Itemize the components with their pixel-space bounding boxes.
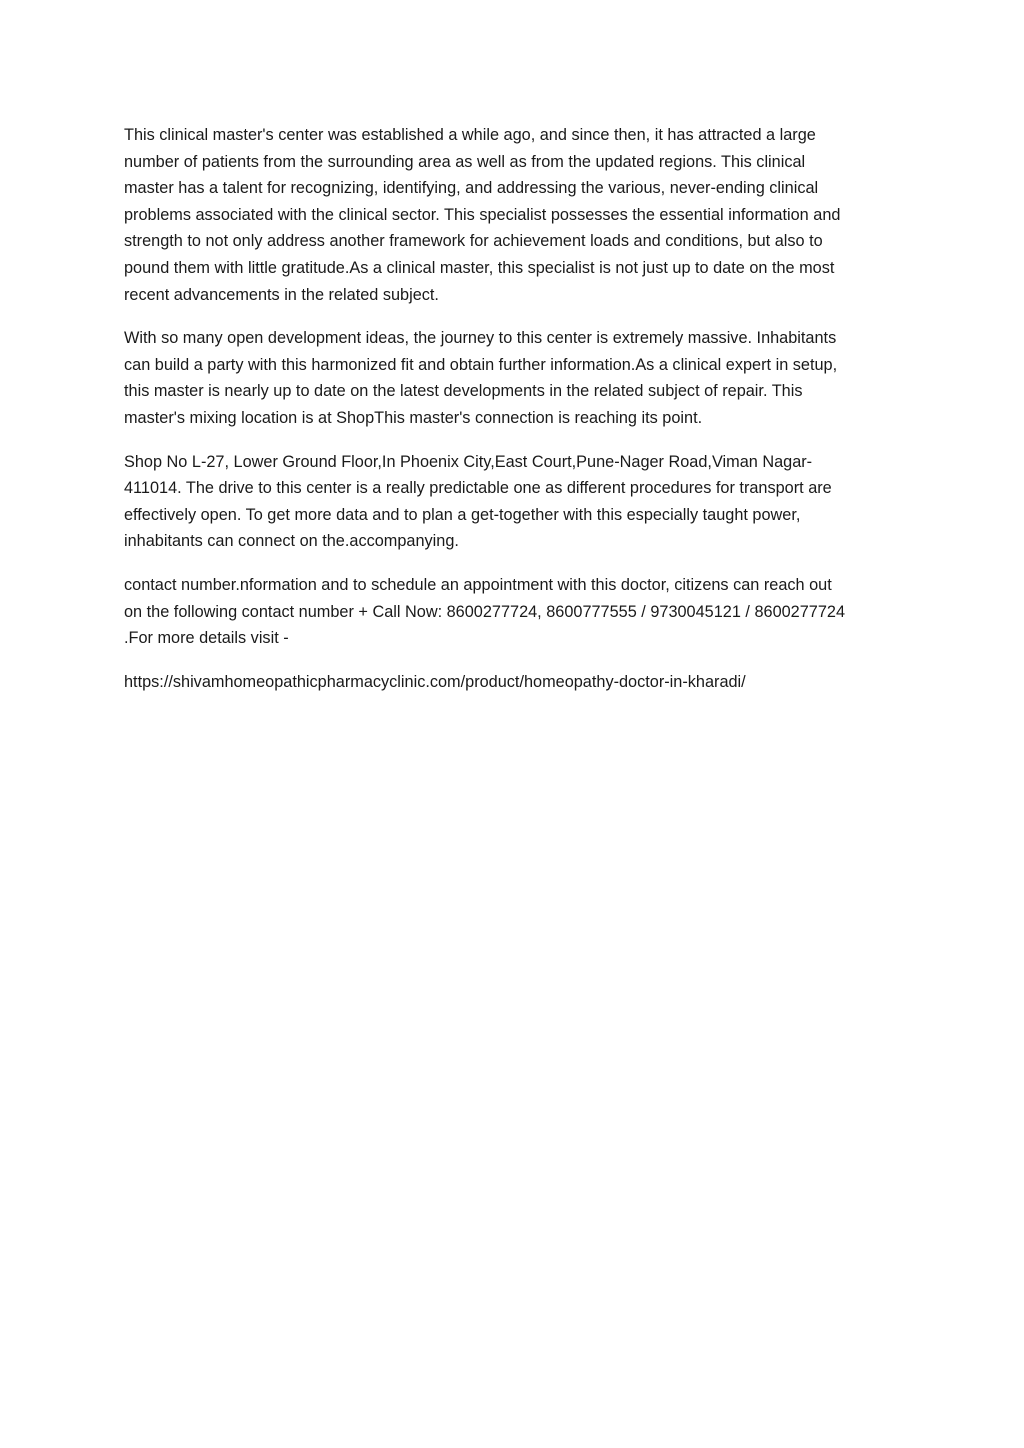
text-line: master's mixing location is at ShopThis master's connection is reaching its point. [124, 408, 703, 427]
text-line: strength to not only address another framework for achievement loads and conditions, but also to [124, 232, 823, 251]
text-line: Shop No L-27, Lower Ground Floor,In Phoenix City,East Court,Pune-Nager Road,Viman Nagar- [124, 452, 813, 471]
text-line: With so many open development ideas, the journey to this center is extremely massive. Inhabitants [124, 329, 837, 348]
text-line: master has a talent for recognizing, identifying, and addressing the various, never-ending clinical [124, 179, 819, 198]
text-line: inhabitants can connect on the.accompanying. [124, 532, 459, 551]
text-line: .For more details visit - [124, 629, 289, 648]
text-line: contact number.nformation and to schedule an appointment with this doctor, citizens can reach out [124, 575, 832, 594]
paragraph-journey [124, 325, 906, 431]
text-line: on the following contact number + Call Now: 8600277724, 8600777555 / 9730045121 / 8600277724 [124, 602, 846, 621]
text-line: 411014. The drive to this center is a really predictable one as different procedures for transport are [124, 479, 832, 498]
text-line: recent advancements in the related subject. [124, 285, 439, 304]
text-line: This clinical master's center was established a while ago, and since then, it has attracted a large [124, 126, 816, 144]
text-line: problems associated with the clinical sector. This specialist possesses the essential information and [124, 205, 841, 224]
document-body [124, 122, 906, 712]
paragraph-clinic-history [124, 122, 906, 308]
text-line: effectively open. To get more data and to plan a get-together with this especially taught power, [124, 505, 801, 524]
text-line: pound them with little gratitude.As a clinical master, this specialist is not just up to date on the most [124, 258, 835, 277]
website-url: https://shivamhomeopathicpharmacyclinic.com/product/homeopathy-doctor-in-kharadi/ [124, 672, 746, 691]
text-line: can build a party with this harmonized fit and obtain further information.As a clinical expert in setup, [124, 355, 838, 374]
paragraph-address [124, 449, 906, 555]
paragraph-contact [124, 572, 906, 652]
text-line: number of patients from the surrounding area as well as from the updated regions. This clinical [124, 152, 806, 171]
paragraph-url [124, 669, 906, 696]
text-line: this master is nearly up to date on the latest developments in the related subject of repair. This [124, 382, 803, 401]
